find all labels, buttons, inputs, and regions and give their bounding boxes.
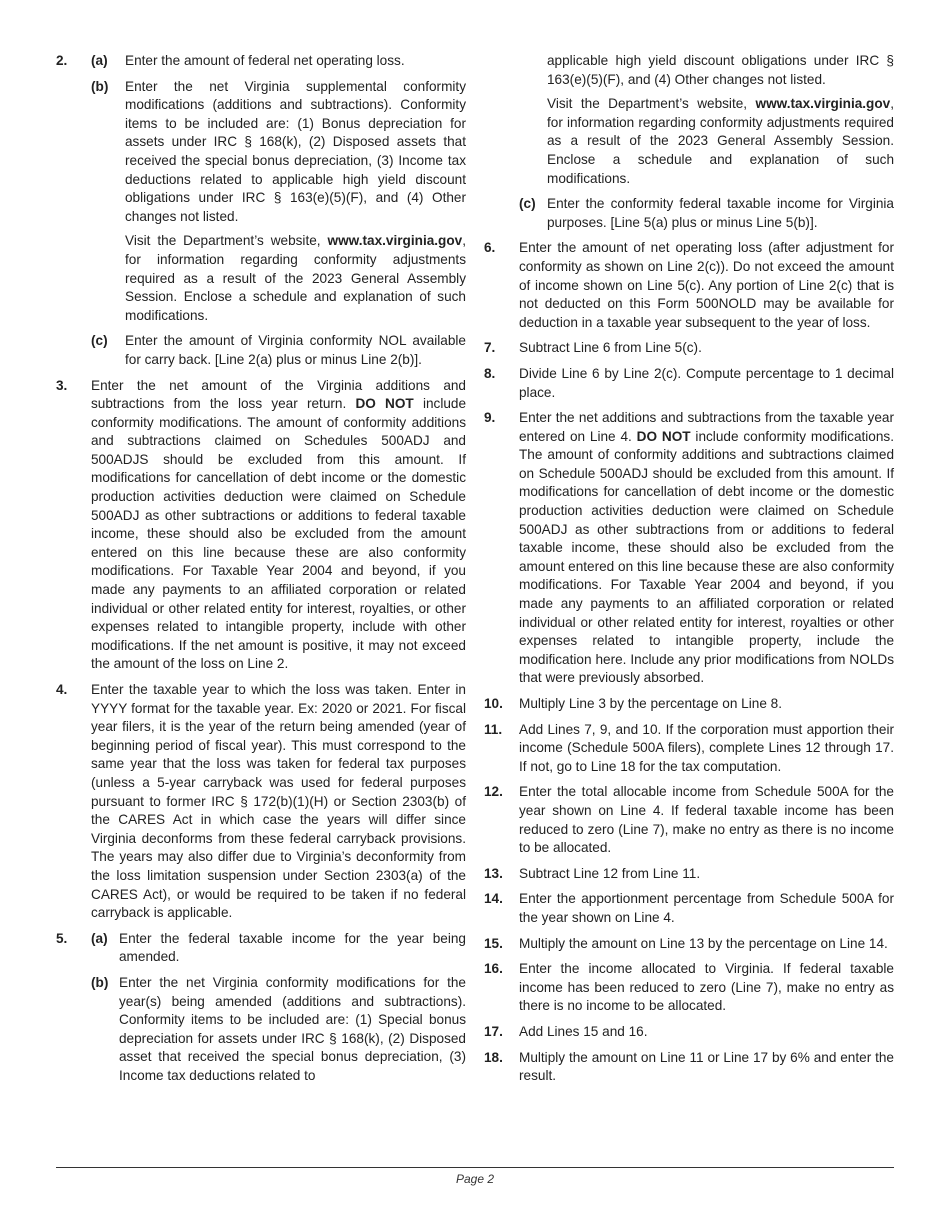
line-text: Add Lines 15 and 16. [519,1023,648,1039]
line-7-instructions [484,339,894,358]
line-number: 16. [484,961,503,977]
line-text: Subtract Line 12 from Line 11. [519,865,701,881]
line-number: 18. [484,1049,503,1065]
line-17-instructions [484,1023,894,1042]
line-text: Enter the total allocable income from Schedule 500A for the year shown on Line 4. If federal taxable income has been reduced to zero (Line 7), make no entry as there is no income to be allocated. [519,784,894,856]
line-8-instructions [484,365,894,402]
sub-label: (c) [519,196,536,212]
line-number: 12. [484,784,503,800]
line-4-instructions [56,681,466,923]
line-5b [56,974,466,1086]
line-2b-text: Enter the net Virginia supplemental conformity modifications (additions and subtractions). Conformity items to be included are: (1) Bonus depreciation for assets under IRC § 168(k), (2) Disposed assets that received the special bonus depreciation, (3) Income tax deductions related to applicable high yield discount obligations under IRC § 163(e)(5)(F), and (4) Other changes not listed. [125,78,466,224]
right-column [484,52,894,1093]
page-number: Page 2 [455,1172,495,1186]
line-text: Enter the income allocated to Virginia. If federal taxable income has been reduced to zero (Line 7), make no entry as there is no income to be allocated. [519,961,894,1014]
line-5-instructions [56,930,466,1086]
visit-rest: , for information regarding conformity adjustments required as a result of the 2023 General Assembly Session. Enclose a schedule and explanation of such modifications. [125,233,467,323]
line-text: Multiply Line 3 by the percentage on Line 8. [519,696,782,711]
line-number: 4. [56,682,68,697]
line-5c-text: Enter the conformity federal taxable income for Virginia purposes. [Line 5(a) plus or minus Line 5(b)]. [547,196,894,230]
sub-label: (c) [91,333,108,349]
line-15-instructions [484,935,894,954]
visit-rest: , for information regarding conformity adjustments required as a result of the 2023 General Assembly Session. Enclose a schedule and explanation of such modifications. [547,96,895,186]
line-number: 17. [484,1023,503,1039]
line-number: 5. [56,930,68,946]
line-3-instructions [56,377,466,675]
emphasis: DO NOT [355,396,414,412]
line-2a-text: Enter the amount of federal net operating loss. [125,53,405,68]
line-number: 7. [484,340,496,356]
sub-label: (b) [91,974,109,990]
line-text: Multiply the amount on Line 11 or Line 17 by 6% and enter the result. [519,1049,894,1084]
line-number: 10. [484,696,503,711]
visit-text: Visit the Department’s website, [547,96,748,112]
sub-label: (a) [91,53,108,68]
line-18-instructions [484,1049,894,1086]
line-3-text-2: include conformity modifications. The amount of conformity additions and subtractions claimed on Schedules 500ADJ and 500ADJS should be excluded from this amount. If modifications for cancellation of debt income or the domestic production activities deduction were claimed on Schedule 500ADJ as other subtractions or additions to federal taxable income, these should also be excluded from the amount entered on this line because these are also conformity modifications. For Taxable Year 2004 and beyond, if you made any payments to an affiliated corporation or related individual or other related entity for interest, royalties, or other expenses related to intangible property, include with other modifications. If the net amount is positive, it may not exceed the amount of the loss on Line 2. [91,396,467,672]
line-10-instructions [484,695,894,714]
website-link[interactable]: www.tax.virginia.gov [327,233,463,249]
line-2c [56,332,466,369]
line-14-instructions [484,890,894,927]
line-number: 8. [484,365,496,381]
line-text: Enter the amount of net operating loss (after adjustment for conformity as shown on Line 2(c)). Do not exceed the amount of income shown on Line 5(c). Any portion of Line 2(c) that is not deducted on this Form 500NOLD may be available for deduction in a taxable year subsequent to the year of loss. [519,240,894,330]
website-link[interactable]: www.tax.virginia.gov [755,96,891,112]
left-column [56,52,466,1092]
line-16-instructions [484,960,894,1016]
line-5b-visit-paragraph [547,95,894,188]
line-12-instructions [484,783,894,857]
line-5c [484,195,894,232]
line-2a [56,52,466,71]
line-5b-continued [547,52,894,89]
line-4-text: Enter the taxable year to which the loss was taken. Enter in YYYY format for the taxable year. Ex: 2020 or 2021. For fiscal year filers, it is the year of the return being amended (year of beginning period of fiscal year). This must correspond to the same year that the loss was taken for federal tax purposes (unless a 5-year carryback was used for federal purposes pursuant to former IRC § 172(b)(1)(H) or Section 2303(b) of the CARES Act in which case the years will differ since Virginia deconforms from these federal carryback provisions. The years may also differ due to Virginia’s deconformity from the loss limitation suspension under Section 2303(a) of the CARES Act), or would be required to be taken if no federal carryback is applicable. [91,682,466,921]
line-6-instructions [484,239,894,332]
line-number: 14. [484,891,503,907]
line-number: 9. [484,410,496,426]
line-number: 15. [484,935,503,951]
line-5b-text: Enter the net Virginia conformity modifications for the year(s) being amended (additions and subtractions). Conformity items to be included are: (1) Special bonus depreciation for assets under IRC § 168(k), (2) Disposed asset that received the special bonus depreciation, (3) Income tax deductions related to [119,974,466,1083]
line-text: Subtract Line 6 from Line 5(c). [519,340,702,356]
line-number: 3. [56,377,68,393]
line-11-instructions [484,721,894,777]
line-2c-text: Enter the amount of Virginia conformity NOL available for carry back. [Line 2(a) plus or minus Line 2(b)]. [125,333,466,367]
emphasis: DO NOT [636,428,691,444]
sub-label: (a) [91,930,108,946]
visit-text: Visit the Department’s website, [125,233,321,249]
line-text: Multiply the amount on Line 13 by the percentage on Line 14. [519,935,888,951]
line-number: 6. [484,240,496,256]
line-number: 2. [56,53,68,68]
line-9-text-2: include conformity modifications. The amount of conformity additions and subtractions claimed on Schedule 500ADJ should be excluded from this amount. If modifications for cancellation of debt income or the domestic production activities deduction were claimed on Schedule 500ADJ as other subtractions from or additions to federal taxable income, these should also be excluded from the amount entered on this line because these are also conformity modifications. For Taxable Year 2004 and beyond, if you made any payments to an affiliated corporation or related individual or other related entity for interest, royalties or other expenses related to intangible property, include the modification here. Include any prior modifications from NOLDs that were previously absorbed. [519,428,894,686]
line-text: Add Lines 7, 9, and 10. If the corporation must apportion their income (Schedule 500A filers), complete Lines 12 through 17. If not, go to Line 18 for the tax computation. [519,721,894,774]
line-2-instructions [56,52,466,370]
line-3-text-1: Enter the net amount of the Virginia additions and subtractions from the loss year return. [91,377,466,412]
line-5a-text: Enter the federal taxable income for the year being amended. [119,930,466,965]
line-number: 13. [484,865,503,881]
line-5b-cont-text: applicable high yield discount obligations under IRC § 163(e)(5)(F), and (4) Other changes not listed. [547,53,894,87]
line-5a [56,930,466,967]
line-9-instructions [484,409,894,688]
line-2b-visit-paragraph [125,232,466,325]
line-13-instructions [484,865,894,884]
line-2b [56,78,466,326]
line-9-text-1: Enter the net additions and subtractions from the taxable year entered on Line 4. [519,410,894,444]
line-text: Divide Line 6 by Line 2(c). Compute percentage to 1 decimal place. [519,365,894,400]
line-5-continued [484,52,894,188]
footer-divider [56,1167,894,1168]
sub-label: (b) [91,78,109,94]
line-text: Enter the apportionment percentage from Schedule 500A for the year shown on Line 4. [519,891,894,925]
line-number: 11. [484,721,503,737]
